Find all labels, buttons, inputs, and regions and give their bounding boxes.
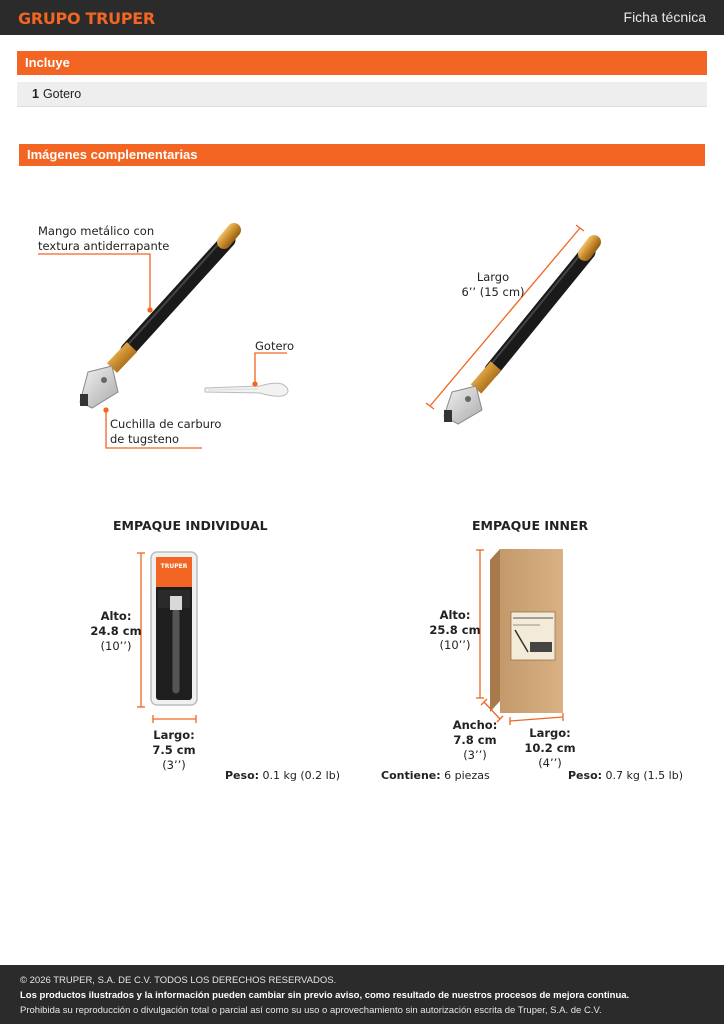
footer-notice: Los productos ilustrados y la información pueden cambiar sin previo aviso, como resultado de nuestros procesos de mejora continua. xyxy=(20,990,630,1001)
includes-section-title: Incluye xyxy=(17,51,707,75)
individual-package xyxy=(151,552,197,705)
callout-dropper: Gotero xyxy=(255,339,295,353)
callout-handle-line2: textura antiderrapante xyxy=(38,239,170,253)
individual-length-in: (3’’) xyxy=(162,758,186,772)
inner-height-in: (10’’) xyxy=(439,638,471,652)
include-item-label: Gotero xyxy=(42,87,82,101)
inner-height-label: Alto: xyxy=(439,608,471,622)
brand-logo: GRUPO TRUPER xyxy=(18,9,155,28)
individual-length xyxy=(144,728,204,773)
card-brand: TRUPER xyxy=(160,563,188,570)
individual-weight xyxy=(225,768,340,783)
individual-height-in: (10’’) xyxy=(100,639,132,653)
inner-package-title: EMPAQUE INNER xyxy=(472,518,589,533)
individual-height-label: Alto: xyxy=(100,609,132,623)
length-dimension-line xyxy=(426,225,584,409)
inner-width-cm: 7.8 cm xyxy=(453,733,497,747)
inner-width-label: Ancho: xyxy=(452,718,498,732)
callout-blade-line2: de tugsteno xyxy=(110,432,180,446)
dropper-illustration xyxy=(205,383,288,396)
footer xyxy=(0,965,724,1024)
individual-length-label: Largo: xyxy=(153,728,195,742)
inner-length-cm: 10.2 cm xyxy=(524,741,576,755)
inner-length-label: Largo: xyxy=(529,726,571,740)
inner-contains xyxy=(381,768,490,783)
individual-weight-value: 0.1 kg (0.2 lb) xyxy=(262,769,340,782)
document-type: Ficha técnica xyxy=(623,9,706,25)
inner-length xyxy=(520,726,580,771)
callout-blade-line1: Cuchilla de carburo xyxy=(110,417,222,431)
inner-length-in: (4’’) xyxy=(538,756,562,770)
individual-length-cm: 7.5 cm xyxy=(152,743,196,757)
inner-weight xyxy=(568,768,683,783)
footer-prohibition: Prohibida su reproducción o divulgación total o parcial así como su uso o aprovechamiento sin autorización escrita de Truper, S.A. de C.V. xyxy=(20,1005,602,1016)
length-value: 6’’ (15 cm) xyxy=(461,285,525,299)
images-section-title: Imágenes complementarias xyxy=(19,144,705,166)
inner-weight-label: Peso: xyxy=(568,769,603,782)
individual-height xyxy=(86,609,146,654)
callout-handle-line1: Mango metálico con xyxy=(38,224,155,238)
inner-width-in: (3’’) xyxy=(463,748,487,762)
individual-weight-label: Peso: xyxy=(225,769,260,782)
inner-height-cm: 25.8 cm xyxy=(429,623,481,637)
individual-package-title: EMPAQUE INDIVIDUAL xyxy=(113,518,268,533)
individual-height-cm: 24.8 cm xyxy=(90,624,142,638)
inner-height xyxy=(425,608,485,653)
footer-copyright: © 2026 TRUPER, S.A. DE C.V. TODOS LOS DERECHOS RESERVADOS. xyxy=(20,975,337,986)
inner-weight-value: 0.7 kg (1.5 lb) xyxy=(605,769,683,782)
length-label: Largo xyxy=(476,270,510,284)
inner-contains-label: Contiene: xyxy=(381,769,441,782)
inner-contains-value: 6 piezas xyxy=(444,769,490,782)
include-item-qty: 1 xyxy=(32,87,39,101)
inner-width xyxy=(445,718,505,763)
inner-box xyxy=(490,549,563,713)
glass-cutter-left xyxy=(80,230,234,408)
